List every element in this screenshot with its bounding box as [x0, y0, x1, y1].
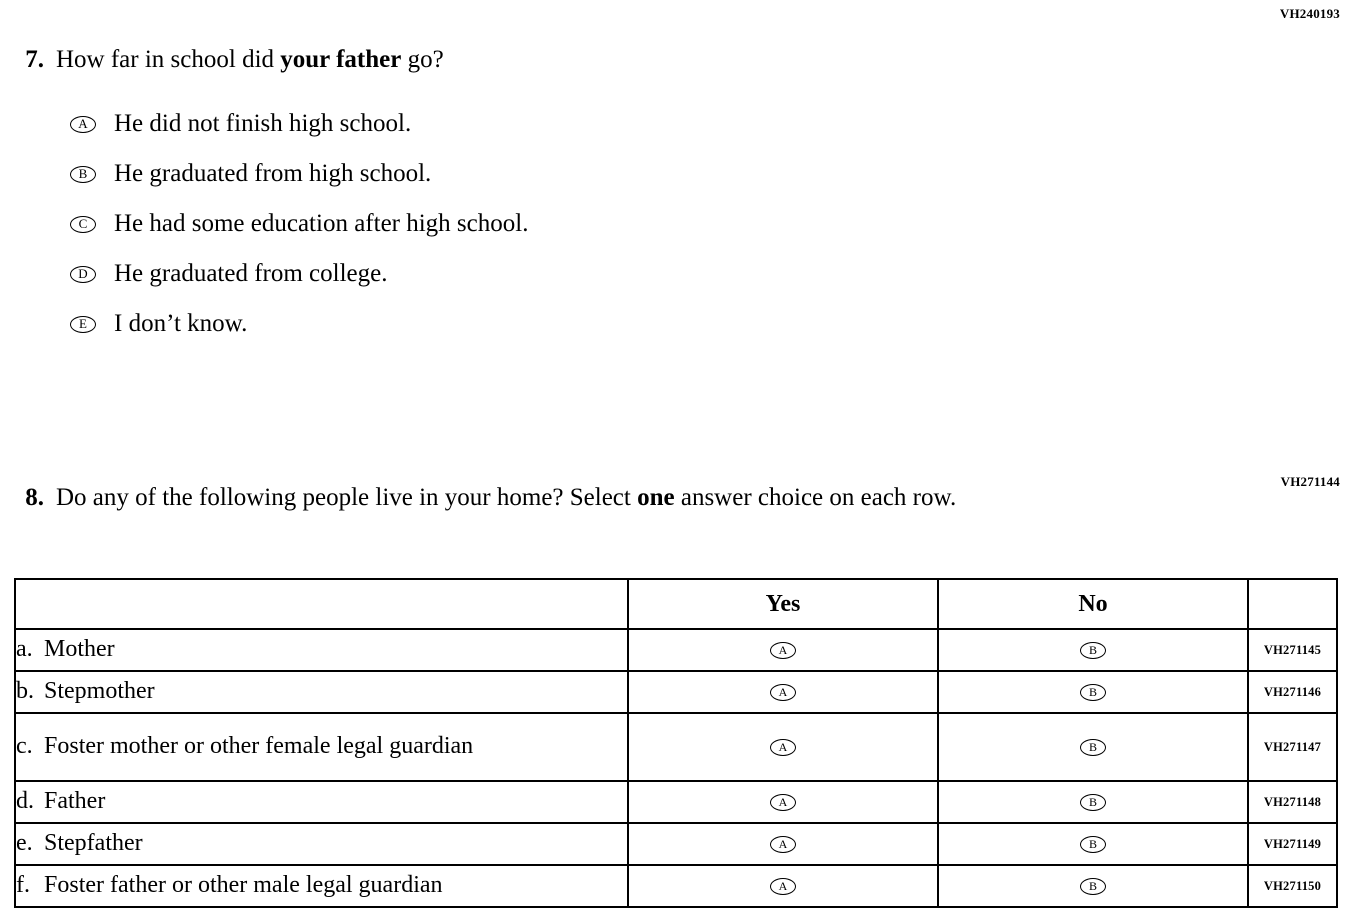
- answer-bubble-yes-icon[interactable]: [770, 836, 796, 853]
- question-8-text-after: answer choice on each row.: [674, 484, 957, 511]
- answer-bubble-no-icon[interactable]: [1080, 642, 1106, 659]
- option-bubble-letter: A: [78, 116, 88, 131]
- row-answer-no[interactable]: [938, 865, 1248, 907]
- table-row: [15, 713, 1337, 781]
- option-bubble-letter: C: [78, 216, 88, 231]
- answer-bubble-letter: B: [1088, 795, 1097, 809]
- row-stem-text: Foster mother or other female legal guardian: [44, 733, 474, 760]
- option-bubble-a-icon[interactable]: [70, 116, 96, 133]
- row-answer-no[interactable]: [938, 823, 1248, 865]
- row-item-code: VH271147: [1248, 713, 1337, 781]
- question-7-text: [56, 44, 444, 75]
- question-7-text-before: How far in school did: [56, 46, 281, 73]
- answer-bubble-no-icon[interactable]: [1080, 836, 1106, 853]
- row-item-code: VH271148: [1248, 781, 1337, 823]
- option-row[interactable]: [70, 249, 528, 299]
- table-row: [15, 865, 1337, 907]
- answer-bubble-letter: A: [778, 685, 788, 699]
- answer-bubble-yes-icon[interactable]: [770, 878, 796, 895]
- option-label: He did not finish high school.: [114, 110, 412, 137]
- matrix-table: [14, 578, 1338, 908]
- row-stem: [15, 629, 628, 671]
- row-stem: [15, 865, 628, 907]
- row-stem: [15, 781, 628, 823]
- option-label: He graduated from high school.: [114, 160, 432, 187]
- option-bubble-b-icon[interactable]: [70, 166, 96, 183]
- matrix-header-no: No: [938, 579, 1248, 629]
- option-label: He had some education after high school.: [114, 210, 529, 237]
- row-letter: d.: [16, 788, 34, 815]
- matrix-header-yes: Yes: [628, 579, 938, 629]
- answer-bubble-yes-icon[interactable]: [770, 684, 796, 701]
- option-label: I don’t know.: [114, 310, 248, 337]
- table-row: [15, 781, 1337, 823]
- question-7-text-emphasis: your father: [280, 46, 402, 73]
- option-bubble-letter: B: [78, 166, 88, 181]
- row-stem-text: Stepfather: [44, 830, 143, 857]
- question-7-text-after: go?: [401, 46, 444, 73]
- row-answer-no[interactable]: [938, 781, 1248, 823]
- row-letter: b.: [16, 678, 34, 705]
- row-answer-yes[interactable]: [628, 823, 938, 865]
- matrix-header: [15, 579, 1337, 629]
- answer-bubble-letter: A: [778, 643, 788, 657]
- table-row: [15, 671, 1337, 713]
- row-answer-no[interactable]: [938, 713, 1248, 781]
- table-row: [15, 629, 1337, 671]
- question-7: [8, 44, 1208, 75]
- answer-bubble-no-icon[interactable]: [1080, 878, 1106, 895]
- answer-bubble-letter: A: [778, 879, 788, 893]
- row-item-code: VH271146: [1248, 671, 1337, 713]
- row-answer-no[interactable]: [938, 671, 1248, 713]
- row-letter: c.: [16, 733, 33, 760]
- row-stem: [15, 823, 628, 865]
- option-row[interactable]: [70, 149, 528, 199]
- item-code-q8: VH271144: [1280, 474, 1340, 489]
- matrix-header-row: [15, 579, 1337, 629]
- table-row: [15, 823, 1337, 865]
- row-item-code: VH271145: [1248, 629, 1337, 671]
- matrix-header-code: [1248, 579, 1337, 629]
- row-stem-text: Father: [44, 788, 106, 815]
- answer-bubble-letter: B: [1088, 740, 1097, 754]
- answer-bubble-letter: A: [778, 837, 788, 851]
- option-bubble-c-icon[interactable]: [70, 216, 96, 233]
- answer-bubble-letter: B: [1088, 643, 1097, 657]
- answer-bubble-yes-icon[interactable]: [770, 794, 796, 811]
- question-8-text-emphasis: one: [637, 484, 675, 511]
- question-8-matrix: [14, 578, 1336, 908]
- matrix-body: [15, 629, 1337, 907]
- row-letter: a.: [16, 636, 33, 663]
- option-bubble-letter: D: [78, 266, 88, 281]
- row-stem-text: Foster father or other male legal guardian: [44, 872, 443, 899]
- matrix-header-blank: [15, 579, 628, 629]
- item-code-q7: VH240193: [1279, 6, 1340, 21]
- answer-bubble-letter: B: [1088, 879, 1097, 893]
- row-answer-yes[interactable]: [628, 713, 938, 781]
- row-stem: [15, 713, 628, 781]
- answer-bubble-letter: A: [778, 795, 788, 809]
- row-answer-yes[interactable]: [628, 671, 938, 713]
- answer-bubble-letter: A: [778, 740, 788, 754]
- row-answer-yes[interactable]: [628, 865, 938, 907]
- question-8-text-before: Do any of the following people live in your home? Select: [56, 484, 638, 511]
- option-bubble-e-icon[interactable]: [70, 316, 96, 333]
- question-8-number: 8.: [25, 484, 44, 511]
- row-stem-text: Stepmother: [44, 678, 155, 705]
- option-row[interactable]: [70, 199, 528, 249]
- answer-bubble-letter: B: [1088, 685, 1097, 699]
- row-letter: f.: [16, 872, 30, 899]
- row-answer-yes[interactable]: [628, 781, 938, 823]
- question-7-options: [70, 99, 528, 349]
- answer-bubble-no-icon[interactable]: [1080, 739, 1106, 756]
- answer-bubble-yes-icon[interactable]: [770, 642, 796, 659]
- answer-bubble-yes-icon[interactable]: [770, 739, 796, 756]
- row-item-code: VH271150: [1248, 865, 1337, 907]
- row-item-code: VH271149: [1248, 823, 1337, 865]
- row-answer-yes[interactable]: [628, 629, 938, 671]
- question-8-text: [56, 482, 956, 513]
- option-bubble-d-icon[interactable]: [70, 266, 96, 283]
- answer-bubble-letter: B: [1088, 837, 1097, 851]
- answer-bubble-no-icon[interactable]: [1080, 794, 1106, 811]
- row-stem: [15, 671, 628, 713]
- option-row[interactable]: [70, 99, 528, 149]
- row-letter: e.: [16, 830, 33, 857]
- question-7-number: 7.: [25, 46, 44, 73]
- question-8: [8, 482, 1138, 513]
- option-label: He graduated from college.: [114, 260, 388, 287]
- row-answer-no[interactable]: [938, 629, 1248, 671]
- row-stem-text: Mother: [44, 636, 115, 663]
- option-row[interactable]: [70, 299, 528, 349]
- answer-bubble-no-icon[interactable]: [1080, 684, 1106, 701]
- option-bubble-letter: E: [79, 316, 87, 331]
